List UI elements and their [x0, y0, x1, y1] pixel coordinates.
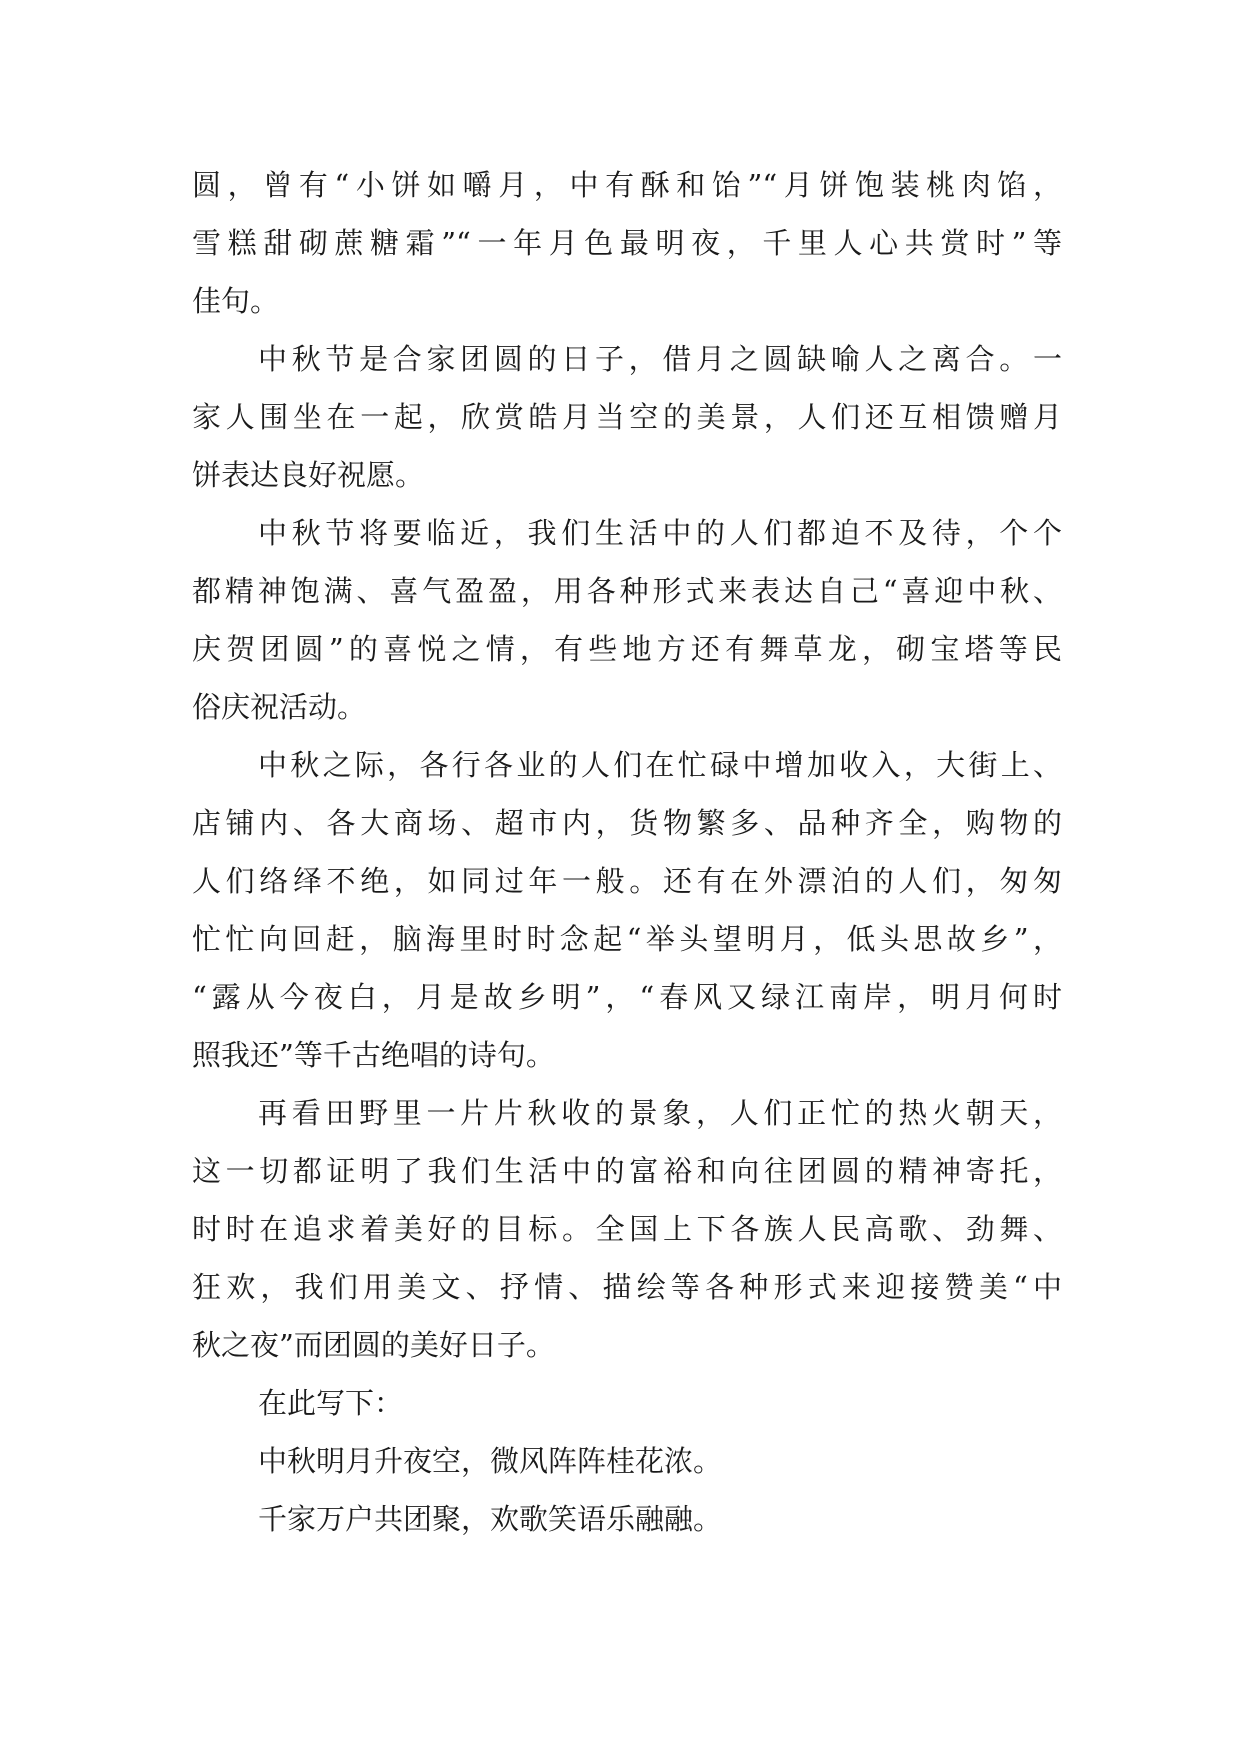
- text-line: “露从今夜白，月是故乡明”，“春风又绿江南岸，明月何时: [192, 980, 1062, 1014]
- text-line: 饼表达良好祝愿。: [192, 458, 425, 492]
- document-body: [192, 156, 1062, 1548]
- text-line: 雪糕甜砌蔗糖霜”“一年月色最明夜，千里人心共赏时”等: [192, 226, 1062, 260]
- text-line: 中秋节是合家团圆的日子，借月之圆缺喻人之离合。一: [258, 342, 1062, 376]
- text-line: 佳句。: [192, 284, 280, 318]
- text-line: 中秋节将要临近，我们生活中的人们都迫不及待，个个: [258, 516, 1062, 550]
- text-line: 再看田野里一片片秋收的景象，人们正忙的热火朝天，: [258, 1096, 1062, 1130]
- text-line: 时时在追求着美好的目标。全国上下各族人民高歌、劲舞、: [192, 1212, 1062, 1246]
- text-line: 狂欢，我们用美文、抒情、描绘等各种形式来迎接赞美“中: [192, 1270, 1062, 1304]
- text-line: 中秋之际，各行各业的人们在忙碌中增加收入，大街上、: [258, 748, 1062, 782]
- text-line: 店铺内、各大商场、超市内，货物繁多、品种齐全，购物的: [192, 806, 1062, 840]
- text-line: 庆贺团圆”的喜悦之情，有些地方还有舞草龙，砌宝塔等民: [192, 632, 1062, 666]
- text-line: 都精神饱满、喜气盈盈，用各种形式来表达自己“喜迎中秋、: [192, 574, 1062, 608]
- text-line: 秋之夜”而团圆的美好日子。: [192, 1328, 555, 1362]
- text-line: 千家万户共团聚，欢歌笑语乐融融。: [258, 1502, 723, 1536]
- text-line: 家人围坐在一起，欣赏皓月当空的美景，人们还互相馈赠月: [192, 400, 1062, 434]
- text-line: 俗庆祝活动。: [192, 690, 367, 724]
- text-line: 圆，曾有“小饼如嚼月，中有酥和饴”“月饼饱装桃肉馅，: [192, 168, 1062, 202]
- text-line: 照我还”等千古绝唱的诗句。: [192, 1038, 555, 1072]
- text-line: 这一切都证明了我们生活中的富裕和向往团圆的精神寄托，: [192, 1154, 1062, 1188]
- text-line: 人们络绎不绝，如同过年一般。还有在外漂泊的人们，匆匆: [192, 864, 1062, 898]
- text-line: 忙忙向回赶，脑海里时时念起“举头望明月，低头思故乡”，: [192, 922, 1062, 956]
- text-line: 中秋明月升夜空，微风阵阵桂花浓。: [258, 1444, 723, 1478]
- text-line: 在此写下：: [258, 1386, 404, 1420]
